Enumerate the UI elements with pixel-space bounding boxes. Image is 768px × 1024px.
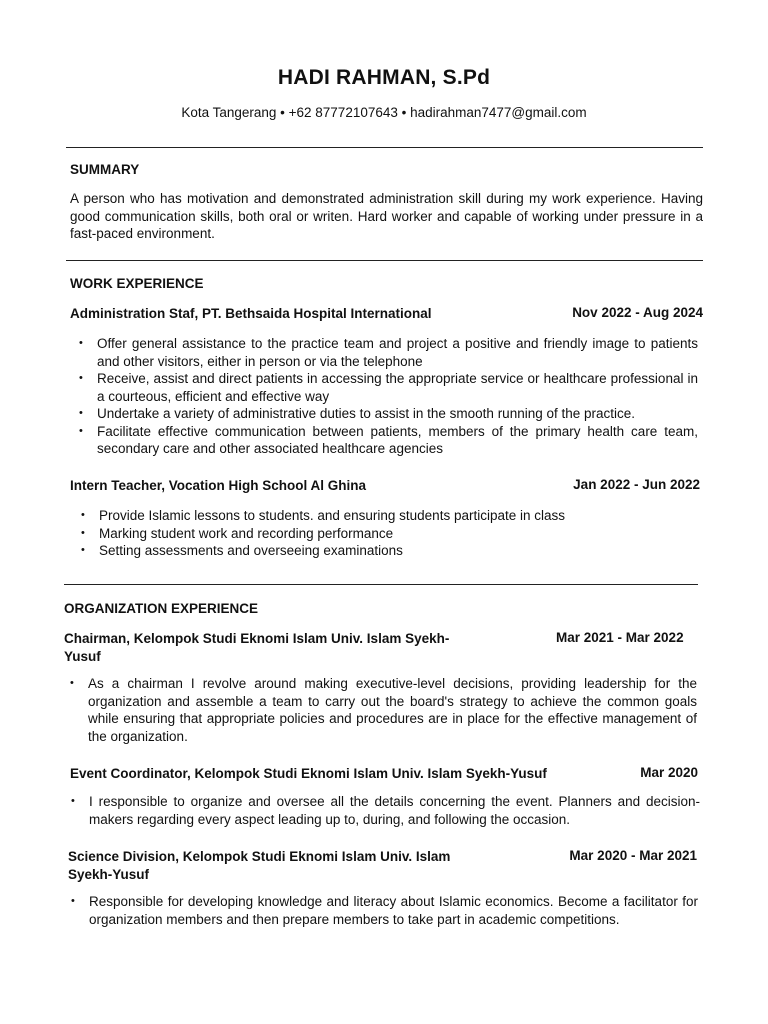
role-date: Mar 2020 — [640, 765, 698, 780]
list-item — [73, 423, 698, 458]
bullet-icon: • — [81, 526, 85, 539]
bullet-icon: • — [79, 424, 83, 437]
role-date: Mar 2021 - Mar 2022 — [556, 630, 684, 645]
organization-experience-heading: ORGANIZATION EXPERIENCE — [64, 601, 259, 616]
list-item — [65, 793, 700, 828]
bullet-text: Facilitate effective communication between patients, members of the primary health care team, secondary care and other associated healthcare agencies — [97, 423, 698, 456]
list-item — [73, 335, 698, 370]
bullet-icon: • — [79, 372, 83, 384]
bullet-text: Offer general assistance to the practice team and project a positive and friendly image to patients and other visitors, either in person or via the telephone — [97, 336, 698, 369]
bullet-text: I responsible to organize and oversee all the details concerning the event. Planners and decision-makers regarding every aspect leading up to, during, and following the occasion. — [89, 794, 700, 827]
bullet-text: Setting assessments and overseeing examinations — [99, 543, 403, 558]
bullet-text: Responsible for developing knowledge and literacy about Islamic economics. Become a facilitator for organization members and then prepare members to take part in academic competitions. — [89, 894, 698, 927]
resume-name: HADI RAHMAN, S.Pd — [277, 66, 491, 89]
bullet-text: Marking student work and recording performance — [99, 525, 394, 541]
bullet-icon: • — [71, 795, 75, 807]
bullet-icon: • — [79, 337, 83, 349]
work-experience-heading: WORK EXPERIENCE — [70, 276, 204, 291]
list-item — [75, 525, 700, 543]
bullet-text: Receive, assist and direct patients in accessing the appropriate service or healthcare professional in a courteous, efficient and effective way — [97, 371, 698, 404]
bullet-icon: • — [71, 895, 75, 907]
bullet-text: As a chairman I revolve around making executive-level decisions, providing leadership for the organization and assemble a team to carry out the board's strategy to achieve the common goals while ensuring that appropriate policies and procedures are in place for the effective management of the organization. — [88, 676, 697, 744]
list-item — [75, 507, 700, 525]
job-date: Nov 2022 - Aug 2024 — [572, 305, 703, 320]
divider — [64, 584, 698, 585]
divider — [66, 147, 703, 148]
bullet-icon: • — [81, 509, 85, 521]
list-item — [73, 370, 698, 405]
role-title: Event Coordinator, Kelompok Studi Eknomi Islam Univ. Islam Syekh-Yusuf — [70, 766, 547, 781]
role-date: Mar 2020 - Mar 2021 — [569, 848, 697, 863]
job-date: Jan 2022 - Jun 2022 — [573, 477, 700, 492]
role-title: Chairman, Kelompok Studi Eknomi Islam Univ. Islam Syekh-Yusuf — [64, 631, 450, 664]
list-item — [75, 542, 700, 560]
summary-heading: SUMMARY — [70, 162, 140, 177]
role-bullets — [65, 793, 700, 828]
job-bullets — [73, 335, 698, 458]
job-title: Intern Teacher, Vocation High School Al Ghina — [70, 478, 367, 493]
role-title: Science Division, Kelompok Studi Eknomi Islam Univ. Islam Syekh-Yusuf — [68, 849, 451, 882]
contact-info: Kota Tangerang • +62 87772107643 • hadirahman7477@gmail.com — [181, 105, 587, 120]
bullet-text: Undertake a variety of administrative duties to assist in the smooth running of the practice. — [97, 406, 636, 421]
job-bullets — [75, 507, 700, 560]
divider — [66, 260, 703, 261]
role-bullets — [65, 893, 698, 928]
bullet-icon: • — [70, 677, 74, 689]
list-item — [64, 675, 697, 745]
summary-text: A person who has motivation and demonstrated administration skill during my work experience. Having good communication skills, both oral or writen. Hard worker and capable of working under pressure in a fast-paced environment. — [70, 191, 703, 241]
bullet-icon: • — [81, 544, 85, 556]
job-title: Administration Staf, PT. Bethsaida Hospital International — [70, 306, 432, 321]
role-bullets — [64, 675, 697, 745]
bullet-text: Provide Islamic lessons to students. and ensuring students participate in class — [99, 508, 565, 523]
list-item — [65, 893, 698, 928]
list-item — [73, 405, 698, 423]
bullet-icon: • — [79, 407, 83, 419]
